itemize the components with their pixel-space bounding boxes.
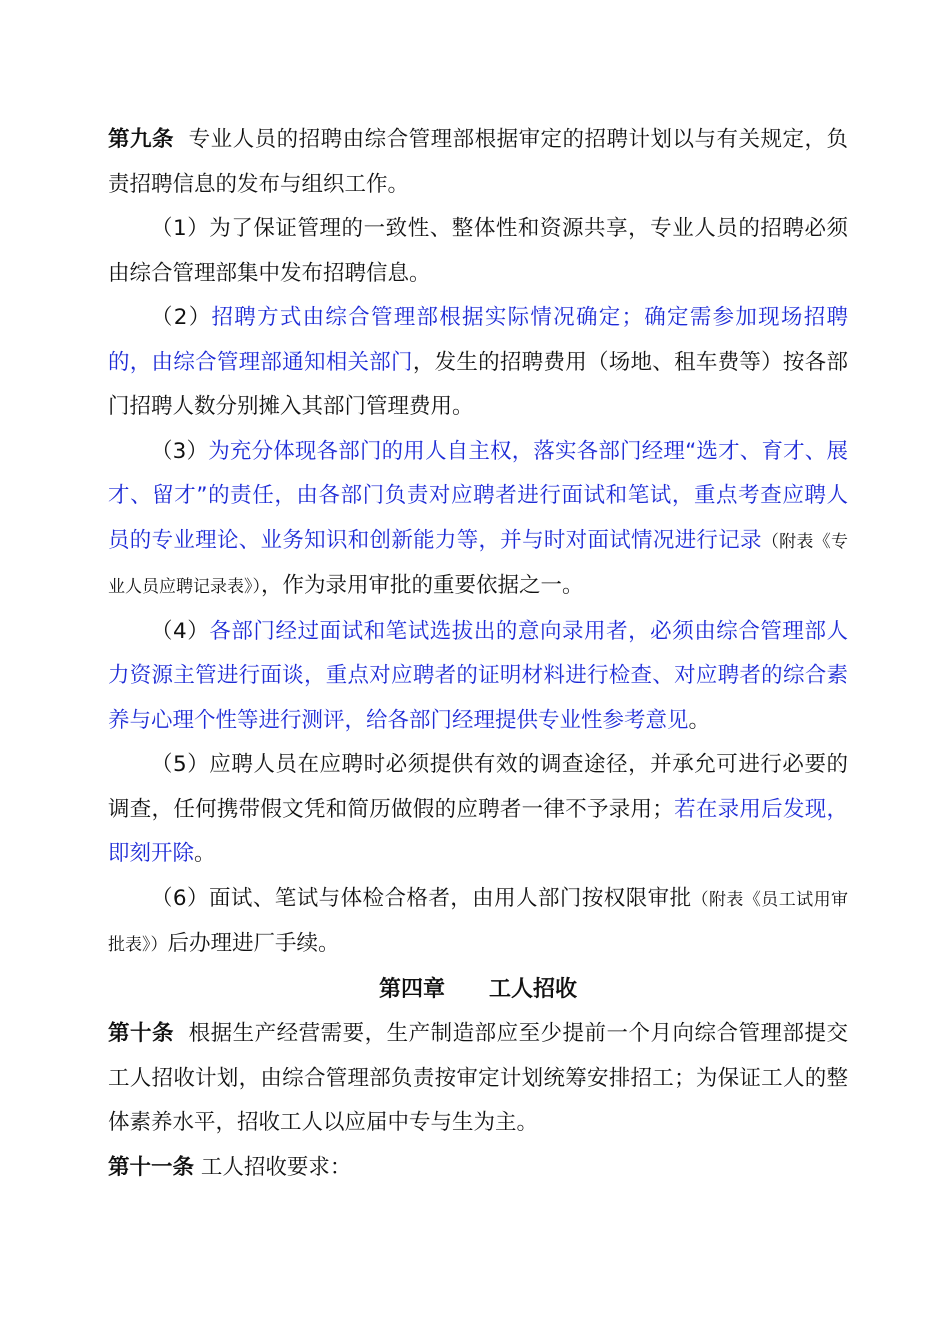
item-3: [108, 430, 848, 610]
chapter-number: 第四章: [378, 976, 445, 1002]
article-10-label: 第十条: [108, 1021, 174, 1046]
article-11: [108, 1146, 848, 1191]
item-5-highlight: 若在录用后发现，即刻开除: [108, 796, 848, 866]
item-3-rest: ，作为录用审批的重要依据之一。: [261, 573, 584, 598]
item-6-note: （附表《员工试用审批表》）: [108, 889, 849, 955]
chapter-title: 工人招收: [489, 976, 578, 1002]
article-9-label: 第九条: [108, 127, 174, 152]
item-6-text: （6）面试、笔试与体检合格者，由用人部门按权限审批: [151, 885, 692, 911]
item-4: [108, 610, 848, 744]
item-2-prefix: （2）: [151, 305, 212, 330]
item-3-highlight: 为充分体现各部门的用人自主权，落实各部门经理“选才、育才、展才、留才”的责任，由各部门负责对应聘者进行面试和笔试，重点考查应聘人员的专业理论、业务知识和创新能力等，并与时对面试情况进行记录: [108, 438, 848, 553]
item-4-prefix: （4）: [151, 618, 210, 644]
item-2: [108, 296, 848, 430]
item-1: [108, 207, 848, 296]
article-11-label: 第十一条: [108, 1154, 195, 1180]
article-10-text: 根据生产经营需要，生产制造部应至少提前一个月向综合管理部提交工人招收计划，由综合管理部负责按审定计划统筹安排招工；为保证工人的整体素养水平，招收工人以应届中专与生为主。: [108, 1021, 848, 1135]
item-2-rest: ，发生的招聘费用（场地、租车费等）按各部门招聘人数分别摊入其部门管理费用。: [108, 349, 848, 419]
item-6: [108, 877, 848, 968]
item-4-rest: 。: [688, 707, 711, 733]
chapter-heading: [108, 968, 848, 1013]
item-1-text: （1）为了保证管理的一致性、整体性和资源共享，专业人员的招聘必须由综合管理部集中发布招聘信息。: [108, 216, 848, 286]
article-9: [108, 118, 848, 207]
item-5: [108, 743, 848, 877]
item-5-text: （5）应聘人员在应聘时必须提供有效的调查途径，并承允可进行必要的调查，任何携带假文凭和简历做假的应聘者一律不予录用；: [108, 752, 848, 822]
document-page: [108, 118, 848, 1190]
item-3-prefix: （3）: [151, 438, 209, 464]
article-11-text: 工人招收要求：: [200, 1154, 352, 1180]
item-2-highlight: 招聘方式由综合管理部根据实际情况确定；确定需参加现场招聘的，由综合管理部通知相关部门: [108, 305, 848, 375]
item-4-highlight: 各部门经过面试和笔试选拔出的意向录用者，必须由综合管理部人力资源主管进行面谈，重点对应聘者的证明材料进行检查、对应聘者的综合素养与心理个性等进行测评，给各部门经理提供专业性参考意见: [108, 618, 848, 733]
item-3-note: （附表《专业人员应聘记录表》）: [108, 531, 849, 597]
article-9-text: 专业人员的招聘由综合管理部根据审定的招聘计划以与有关规定，负责招聘信息的发布与组织工作。: [108, 127, 848, 197]
item-6-rest: 后办理进厂手续。: [167, 931, 340, 956]
article-10: [108, 1012, 848, 1146]
item-5-rest: 。: [194, 841, 216, 866]
